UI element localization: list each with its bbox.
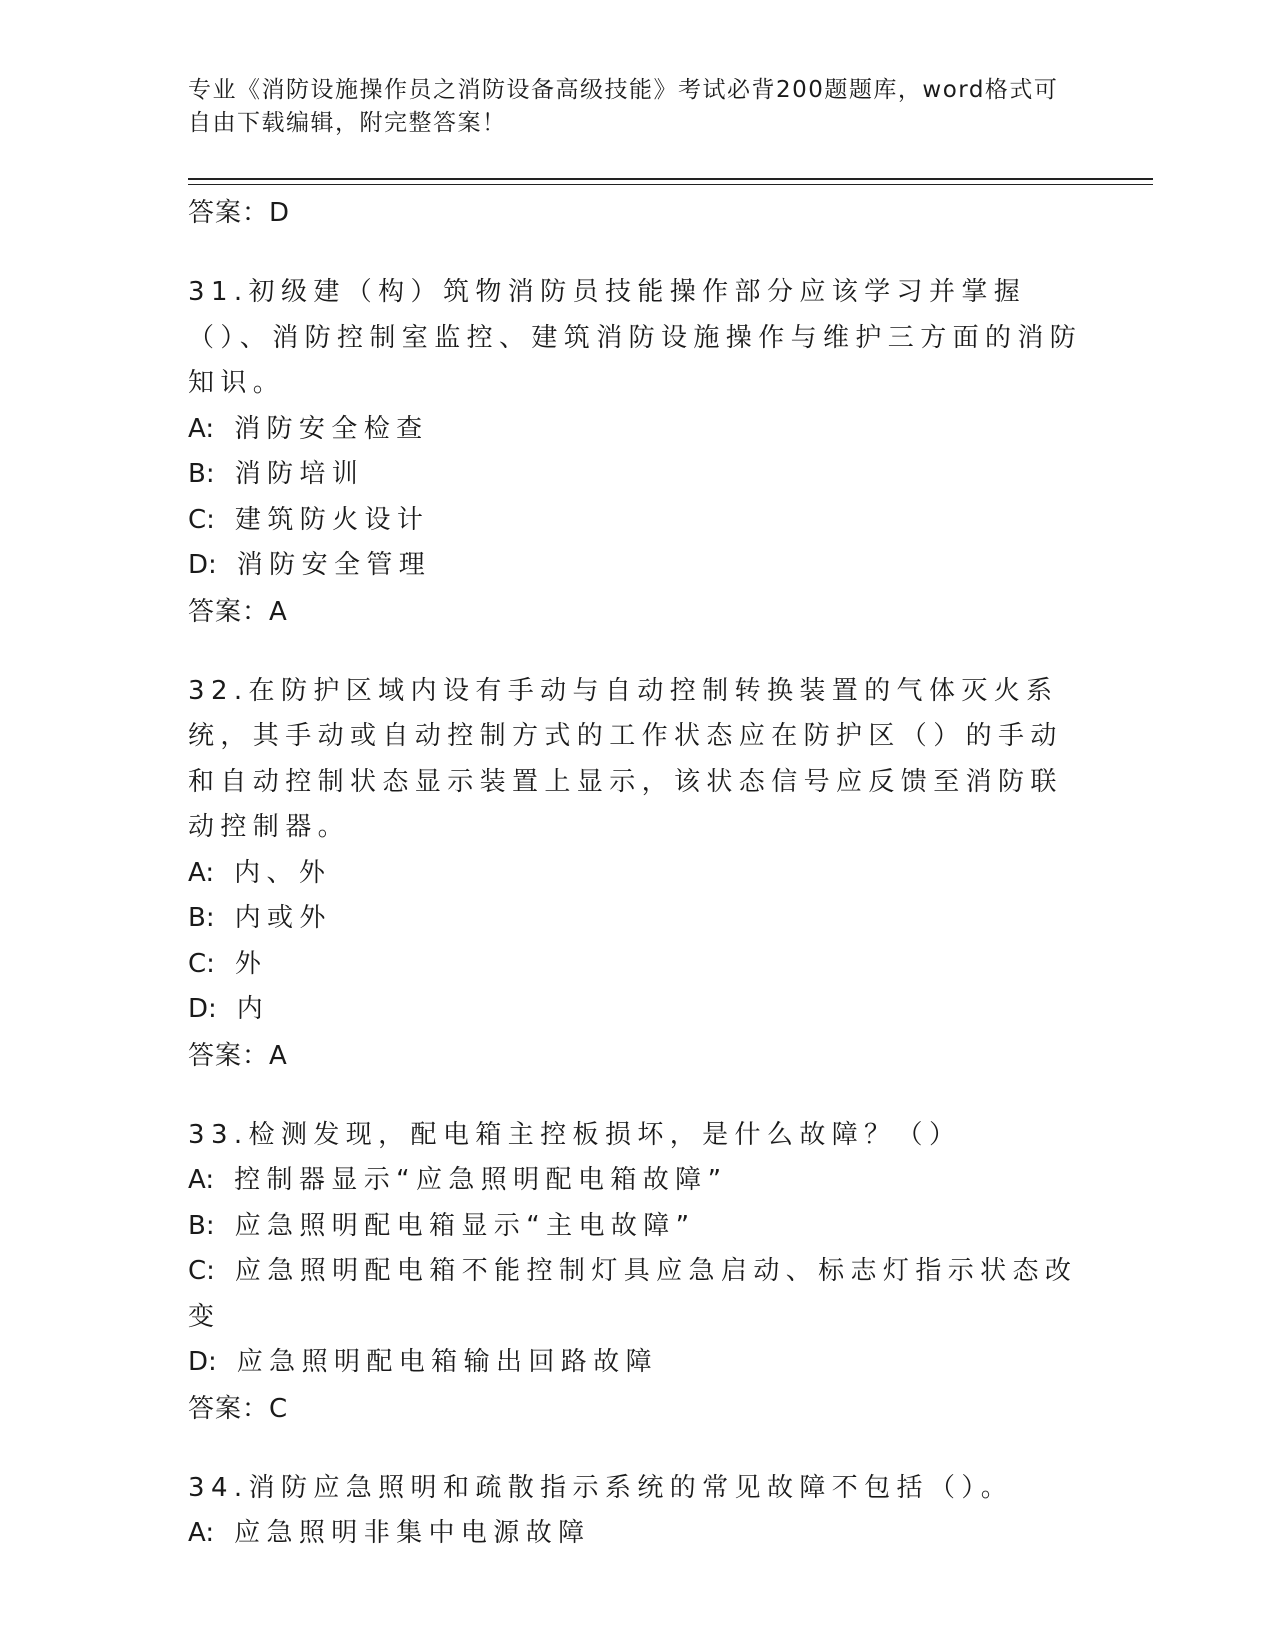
option-item — [188, 942, 1088, 988]
option-letter: D: — [188, 1347, 217, 1377]
question-block — [188, 1113, 1088, 1432]
option-item — [188, 987, 1088, 1033]
option-letter: D: — [188, 994, 217, 1024]
option-item — [188, 1158, 1088, 1204]
option-text: 控制器显示“应急照明配电箱故障” — [234, 1165, 728, 1195]
option-text: 应急照明配电箱输出回路故障 — [236, 1347, 658, 1377]
option-letter: B: — [188, 1210, 215, 1241]
option-text: 消防安全管理 — [236, 550, 432, 580]
header-divider — [188, 178, 1153, 180]
document-header — [188, 74, 1068, 140]
option-letter: A: — [188, 857, 215, 888]
option-item — [188, 851, 1088, 897]
option-item — [188, 896, 1088, 942]
option-text: 外 — [234, 948, 268, 979]
option-item — [188, 1204, 1088, 1250]
option-text: 建筑防火设计 — [234, 504, 430, 535]
option-item — [188, 452, 1088, 498]
option-letter: C: — [188, 1256, 215, 1286]
question-block — [188, 669, 1088, 1079]
header-divider-thin — [188, 184, 1153, 185]
answer-line: 答案：D — [188, 198, 291, 228]
option-text: 应急照明配电箱显示“主电故障” — [234, 1210, 696, 1241]
option-letter: C: — [188, 948, 215, 979]
option-letter: C: — [188, 504, 215, 535]
option-text: 消防培训 — [234, 459, 365, 489]
option-text: 内或外 — [234, 903, 332, 933]
option-text: 内 — [236, 994, 270, 1024]
question-text: 33.检测发现，配电箱主控板损坏，是什么故障？（） — [188, 1119, 962, 1150]
question-text: 31.初级建（构）筑物消防员技能操作部分应该学习并掌握（）、消防控制室监控、建筑消防设施操作与维护三方面的消防知识。 — [188, 277, 1083, 398]
answer-line: 答案：C — [188, 1393, 289, 1424]
option-text: 应急照明配电箱不能控制灯具应急启动、标志灯指示状态改变 — [188, 1256, 1078, 1332]
option-item — [188, 1511, 1088, 1557]
question-text: 32.在防护区域内设有手动与自动控制转换装置的气体灭火系统，其手动或自动控制方式的工作状态应在防护区（）的手动和自动控制状态显示装置上显示，该状态信号应反馈至消防联动控制器。 — [188, 675, 1063, 842]
header-line-1: 专业《消防设施操作员之消防设备高级技能》考试必背200题题库，word格式可 — [188, 77, 1059, 103]
option-item — [188, 543, 1088, 589]
option-letter: B: — [188, 459, 215, 489]
option-text: 内、外 — [234, 857, 332, 888]
option-letter: A: — [188, 1165, 215, 1195]
option-text: 消防安全检查 — [234, 413, 429, 444]
option-letter: D: — [188, 550, 217, 580]
option-item — [188, 1340, 1088, 1386]
option-letter: B: — [188, 903, 215, 933]
option-item — [188, 1249, 1088, 1340]
answer-line: 答案：A — [188, 596, 288, 627]
option-text: 应急照明非集中电源故障 — [234, 1518, 591, 1548]
question-block — [188, 270, 1088, 635]
option-item — [188, 498, 1088, 544]
header-line-2: 自由下载编辑，附完整答案！ — [188, 110, 507, 136]
option-letter: A: — [188, 1518, 215, 1548]
option-letter: A: — [188, 413, 215, 444]
question-block — [188, 1466, 1088, 1557]
document-body — [188, 190, 1088, 1557]
option-item — [188, 407, 1088, 453]
question-text: 34.消防应急照明和疏散指示系统的常见故障不包括（）。 — [188, 1472, 1014, 1503]
answer-line: 答案：A — [188, 1040, 288, 1071]
